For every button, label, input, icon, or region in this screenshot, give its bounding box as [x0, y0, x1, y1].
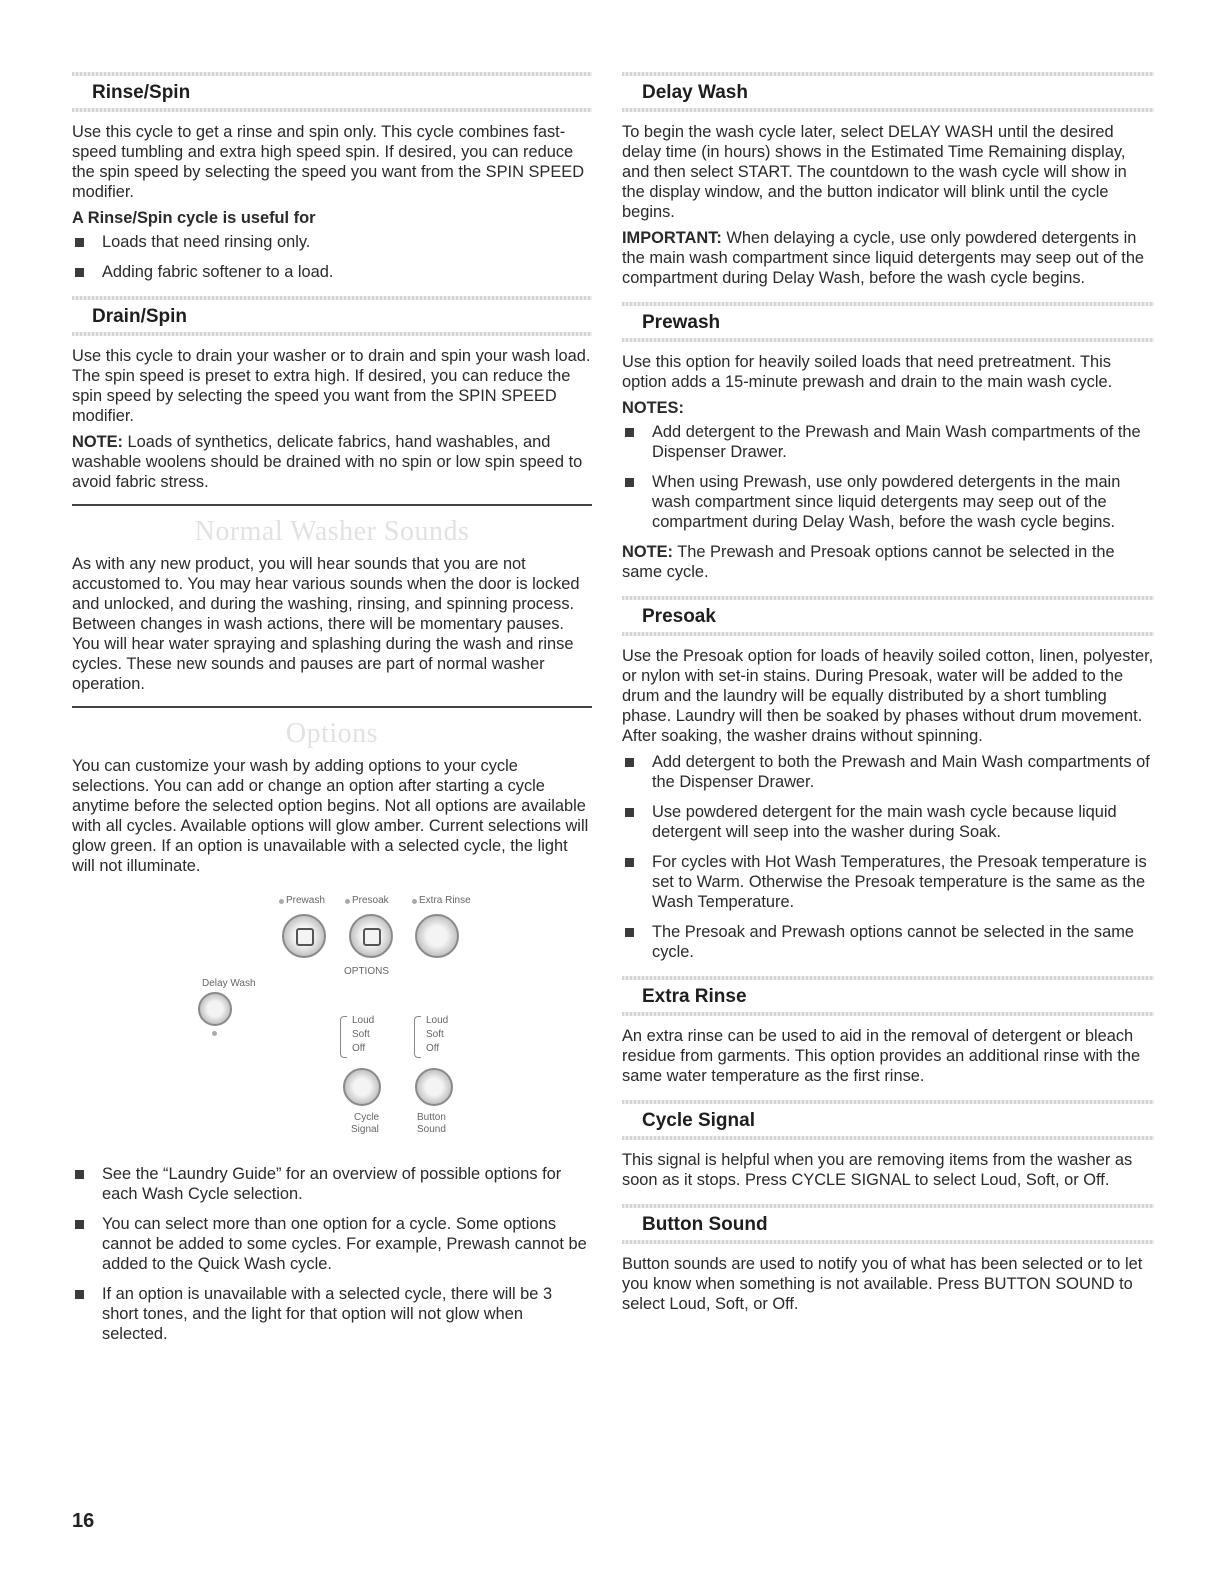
- bullet-icon: [625, 808, 634, 817]
- rinse-spin-useful-heading: A Rinse/Spin cycle is useful for: [72, 209, 316, 227]
- bullet-icon: [75, 1170, 84, 1179]
- delay-wash-label: Delay Wash: [202, 978, 256, 989]
- rinse-spin-header: [72, 72, 592, 112]
- prewash-list: [622, 422, 1154, 532]
- cycle-signal-button-icon: [343, 1068, 381, 1106]
- indicator-light-icon: [212, 1031, 217, 1036]
- list-item: Use powdered detergent for the main wash cycle because liquid detergent will seep into the washer during Soak.: [622, 802, 1154, 842]
- delay-wash-important: IMPORTANT: When delaying a cycle, use only powdered detergents in the main wash compartment since liquid detergents may seep out of the compartment during Delay Wash, before the wash cycle begins.: [622, 229, 1145, 287]
- presoak-body: Use the Presoak option for loads of heavily soiled cotton, linen, polyester, or nylon with set-in stains. During Presoak, water will be added to the drum and the laundry will be equally distributed by a short tumbling phase. Laundry will then be soaked by phases without drum movement. After soaking, the washer drains without spinning.: [622, 647, 1154, 745]
- prewash-notes-label: NOTES:: [622, 399, 684, 417]
- options-header: [72, 706, 592, 750]
- prewash-button-icon: [282, 914, 326, 958]
- normal-sounds-title: Normal Washer Sounds: [194, 516, 470, 547]
- bullet-icon: [625, 858, 634, 867]
- normal-sounds-header: [72, 504, 592, 548]
- button-label: Button: [417, 1112, 446, 1123]
- cycle-loud-label: Loud: [352, 1015, 375, 1026]
- rinse-spin-body: Use this cycle to get a rinse and spin only. This cycle combines fast-speed tumbling and extra high speed spin. If desired, you can reduce the spin speed by selecting the speed you want from the SPIN SPEED modifier.: [72, 123, 585, 201]
- list-item: See the “Laundry Guide” for an overview of possible options for each Wash Cycle selection.: [72, 1164, 592, 1204]
- list-item: For cycles with Hot Wash Temperatures, the Presoak temperature is set to Warm. Otherwise the Presoak temperature is the same as the Wash Temperature.: [622, 852, 1154, 912]
- bullet-icon: [625, 478, 634, 487]
- delay-wash-body: To begin the wash cycle later, select DELAY WASH until the desired delay time (in hours) shows in the Estimated Time Remaining display, and then select START. The countdown to the wash cycle will show in the display window, and the button indicator will blink until the cycle begins.: [622, 123, 1127, 221]
- right-column: [622, 72, 1154, 1320]
- extra-rinse-header: [622, 976, 1154, 1016]
- bullet-icon: [625, 428, 634, 437]
- cycle-label: Cycle: [354, 1112, 380, 1123]
- cycle-signal-title: Cycle Signal: [642, 1110, 755, 1131]
- drain-spin-body: Use this cycle to drain your washer or to drain and spin your wash load. The spin speed is preset to extra high. If desired, you can reduce the spin speed by selecting the speed you want from the SPIN SPEED modifier.: [72, 347, 591, 425]
- drain-spin-title: Drain/Spin: [92, 306, 188, 327]
- cycle-signal-body: This signal is helpful when you are removing items from the washer as soon as it stops. Press CYCLE SIGNAL to select Loud, Soft, or Off.: [622, 1151, 1133, 1189]
- cycle-signal-header: [622, 1100, 1154, 1140]
- prewash-header: [622, 302, 1154, 342]
- button-sound-header: [622, 1204, 1154, 1244]
- list-item: If an option is unavailable with a selected cycle, there will be 3 short tones, and the light for that option will not glow when selected.: [72, 1284, 592, 1344]
- options-label: OPTIONS: [344, 966, 390, 977]
- options-body: You can customize your wash by adding options to your cycle selections. You can add or change an option after starting a cycle anytime before the selected option begins. Not all options are available with all cycles. Available options will glow amber. Current selections will glow green. If an option is unavailable with a selected cycle, the light will not illuminate.: [72, 757, 589, 875]
- button-soft-label: Soft: [426, 1029, 444, 1040]
- delay-wash-title: Delay Wash: [642, 82, 748, 103]
- button-sound-button-icon: [415, 1068, 453, 1106]
- list-item: The Presoak and Prewash options cannot be selected in the same cycle.: [622, 922, 1154, 962]
- delay-wash-button-icon: [198, 992, 232, 1026]
- left-column: [72, 72, 592, 1354]
- bullet-icon: [75, 268, 84, 277]
- rinse-spin-list: [72, 232, 592, 282]
- drain-spin-note: NOTE: Loads of synthetics, delicate fabrics, hand washables, and washable woolens should be drained with no spin or low spin speed to avoid fabric stress.: [72, 433, 583, 491]
- bullet-icon: [75, 238, 84, 247]
- indicator-light-icon: [412, 899, 417, 904]
- cycle-signal-bracket: [340, 1016, 347, 1058]
- button-sound-bracket: [414, 1016, 421, 1058]
- bullet-icon: [625, 758, 634, 767]
- presoak-button-icon: [349, 914, 393, 958]
- button-sound-title: Button Sound: [642, 1214, 768, 1235]
- button-off-label: Off: [426, 1043, 440, 1054]
- drain-spin-header: [72, 296, 592, 336]
- presoak-title: Presoak: [642, 606, 716, 627]
- list-item: You can select more than one option for a cycle. Some options cannot be added to some cycles. For example, Prewash cannot be added to the Quick Wash cycle.: [72, 1214, 592, 1274]
- rinse-spin-title: Rinse/Spin: [92, 82, 191, 103]
- bullet-icon: [75, 1220, 84, 1229]
- prewash-note: NOTE: The Prewash and Presoak options cannot be selected in the same cycle.: [622, 543, 1115, 581]
- presoak-header: [622, 596, 1154, 636]
- options-title: Options: [285, 718, 379, 749]
- extra-rinse-label: Extra Rinse: [419, 895, 471, 906]
- page-number: 16: [72, 1510, 95, 1532]
- bullet-icon: [75, 1290, 84, 1299]
- control-panel-illustration: [72, 884, 592, 1154]
- prewash-body: Use this option for heavily soiled loads that need pretreatment. This option adds a 15-minute prewash and drain to the main wash cycle.: [622, 353, 1113, 391]
- button-loud-label: Loud: [426, 1015, 449, 1026]
- signal-label: Signal: [351, 1124, 379, 1135]
- indicator-light-icon: [345, 899, 350, 904]
- list-item: Add detergent to both the Prewash and Main Wash compartments of the Dispenser Drawer.: [622, 752, 1154, 792]
- prewash-title: Prewash: [642, 312, 721, 333]
- list-item: Adding fabric softener to a load.: [72, 262, 592, 282]
- options-list: [72, 1164, 592, 1344]
- bullet-icon: [625, 928, 634, 937]
- sound-label: Sound: [417, 1124, 446, 1135]
- presoak-label: Presoak: [352, 895, 389, 906]
- list-item: Loads that need rinsing only.: [72, 232, 592, 252]
- presoak-list: [622, 752, 1154, 962]
- button-sound-body: Button sounds are used to notify you of what has been selected or to let you know when something is not available. Press BUTTON SOUND to select Loud, Soft, or Off.: [622, 1255, 1143, 1313]
- extra-rinse-button-icon: [415, 914, 459, 958]
- extra-rinse-body: An extra rinse can be used to aid in the removal of detergent or bleach residue from garments. This option provides an additional rinse with the same water temperature as the first rinse.: [622, 1027, 1141, 1085]
- prewash-label: Prewash: [286, 895, 325, 906]
- delay-wash-header: [622, 72, 1154, 112]
- extra-rinse-title: Extra Rinse: [642, 986, 747, 1007]
- list-item: When using Prewash, use only powdered detergents in the main wash compartment since liquid detergents may seep out of the compartment during Delay Wash, before the wash cycle begins.: [622, 472, 1154, 532]
- list-item: Add detergent to the Prewash and Main Wash compartments of the Dispenser Drawer.: [622, 422, 1154, 462]
- normal-sounds-body: As with any new product, you will hear sounds that you are not accustomed to. You may hear various sounds when the door is locked and unlocked, and during the washing, rinsing, and spinning process. Between changes in wash actions, there will be momentary pauses. You will hear water spraying and splashing during the wash and rinse cycles. These new sounds and pauses are part of normal washer operation.: [72, 555, 580, 693]
- cycle-off-label: Off: [352, 1043, 366, 1054]
- cycle-soft-label: Soft: [352, 1029, 370, 1040]
- indicator-light-icon: [279, 899, 284, 904]
